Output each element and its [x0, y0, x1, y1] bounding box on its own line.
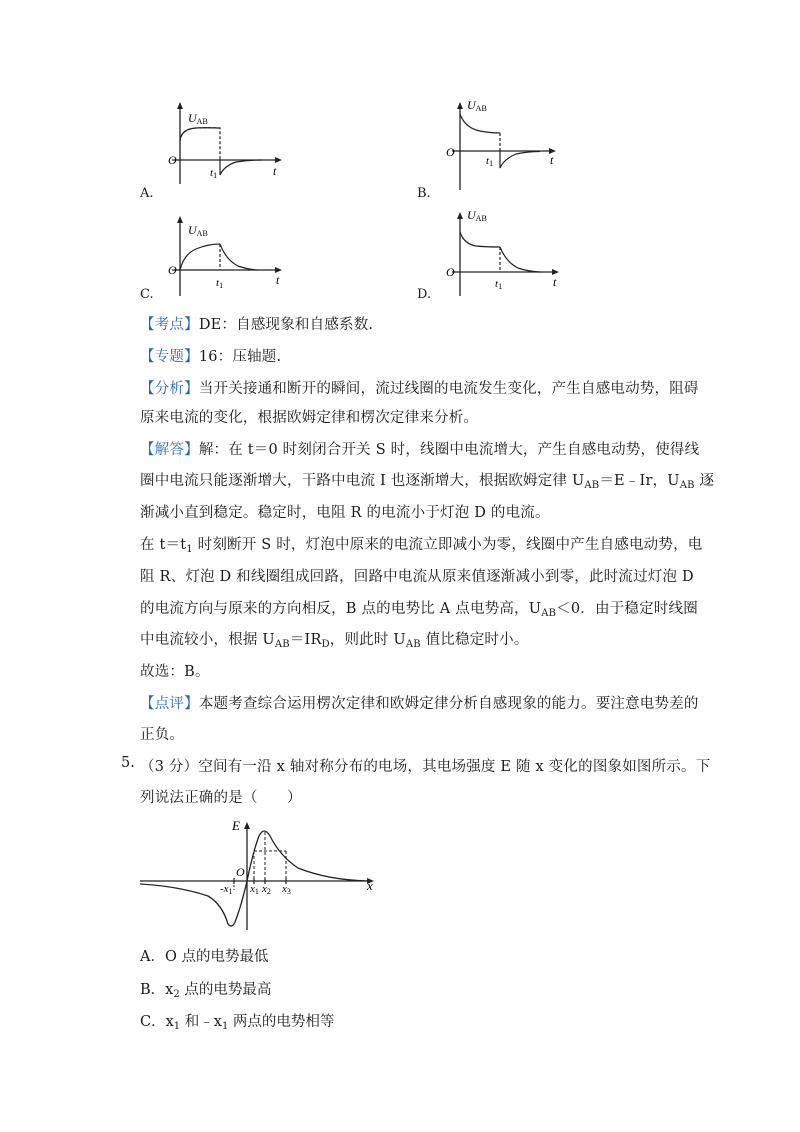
dianping-tag: 【点评】 — [140, 696, 199, 712]
option-a-label: A. — [140, 186, 154, 201]
origin-label: O — [168, 153, 177, 167]
u-ab-label: UAB — [188, 111, 208, 126]
dianping-line-2: 正负。 — [140, 727, 185, 743]
t-axis-label: t — [553, 275, 557, 289]
graph-d — [440, 204, 570, 300]
q5-option-a: A．O 点的电势最低 — [140, 949, 269, 965]
jieda-tag: 【解答】 — [140, 442, 199, 458]
q5-option-b: B．$x_2$ 点的电势最高 — [140, 982, 272, 1000]
graph-a — [160, 98, 290, 188]
origin-label: O — [446, 145, 455, 159]
q5-option-c: C．$x_1$ 和$﹣x_1$ 两点的电势相等 — [140, 1014, 335, 1032]
t1-label: t1 — [486, 155, 494, 168]
origin-label: O — [446, 265, 455, 279]
graph-b — [440, 92, 570, 192]
x2-label: x2 — [262, 883, 271, 896]
t1-label: t1 — [210, 167, 218, 180]
t-axis-label: t — [273, 164, 277, 178]
x-axis-label: x — [367, 878, 373, 893]
u-ab-label: UAB — [467, 208, 487, 223]
options-graphs — [0, 0, 800, 310]
u-ab-label: UAB — [467, 98, 487, 113]
x1-label: x1 — [250, 883, 259, 896]
e-axis-label: E — [232, 818, 240, 833]
t-axis-label: t — [550, 153, 554, 167]
neg-x1-label: -x1 — [220, 883, 233, 896]
fenxi-line-1: 【分析】当开关接通和断开的瞬间，流过线圈的电流发生变化，产生自感电动势，阻碍 — [140, 381, 699, 397]
jieda-line-5: 阻 R、灯泡 D 和线圈组成回路，回路中电流从原来值逐渐减小到零，此时流过灯泡 D — [140, 569, 694, 585]
jieda-line-4: 在 $t=t_1$ 时刻断开 S 时，灯泡中原来的电流立即减小为零，线圈中产生自感电动势，电 — [140, 537, 703, 555]
jieda-line-2: 圈中电流只能逐渐增大，干路中电流 I 也逐渐增大，根据欧姆定律 $U_{AB}=E﹣Ir$，$U_{AB}$ 逐 — [140, 473, 715, 491]
t1-label: t1 — [216, 277, 224, 290]
x3-label: x3 — [282, 883, 291, 896]
jieda-line-7: 中电流较小，根据 $U_{AB}=IR_D$，则此时 $U_{AB}$ 值比稳定时小。 — [140, 632, 529, 650]
kaodian-tag: 【考点】 — [140, 317, 199, 333]
option-c-label: C. — [140, 287, 154, 302]
q5-number: 5. — [121, 755, 135, 771]
origin-label: O — [168, 263, 177, 277]
t1-label: t1 — [495, 278, 503, 291]
origin-label: O — [236, 865, 245, 879]
q5-line-2: 列说法正确的是（ ） — [140, 790, 302, 806]
e-x-graph — [138, 812, 383, 932]
fenxi-line-2: 原来电流的变化，根据欧姆定律和楞次定律来分析。 — [140, 410, 479, 426]
t-axis-label: t — [276, 273, 280, 287]
option-d-label: D. — [417, 287, 432, 302]
jieda-line-8: 故选：B。 — [140, 664, 210, 680]
kaodian-line: 【考点】DE：自感现象和自感系数. — [140, 317, 374, 333]
graph-c — [160, 210, 290, 300]
zhuanti-tag: 【专题】 — [140, 349, 199, 365]
jieda-line-3: 渐减小直到稳定。稳定时，电阻 R 的电流小于灯泡 D 的电流。 — [140, 505, 550, 521]
fenxi-tag: 【分析】 — [140, 381, 199, 397]
jieda-line-1: 【解答】解：在 t＝0 时刻闭合开关 S 时，线圈中电流增大，产生自感电动势，使得线 — [140, 442, 700, 458]
option-b-label: B. — [417, 186, 431, 201]
q5-line-1: （3 分）空间有一沿 x 轴对称分布的电场，其电场强度 E 随 x 变化的图象如图所示。下 — [140, 759, 711, 775]
dianping-line-1: 【点评】本题考查综合运用楞次定律和欧姆定律分析自感现象的能力。要注意电势差的 — [140, 696, 699, 712]
jieda-line-6: 的电流方向与原来的方向相反，B 点的电势比 A 点电势高，$U_{AB}<0$．由于稳定时线圈 — [140, 601, 698, 619]
u-ab-label: UAB — [188, 223, 208, 238]
zhuanti-line: 【专题】16：压轴题. — [140, 349, 282, 365]
